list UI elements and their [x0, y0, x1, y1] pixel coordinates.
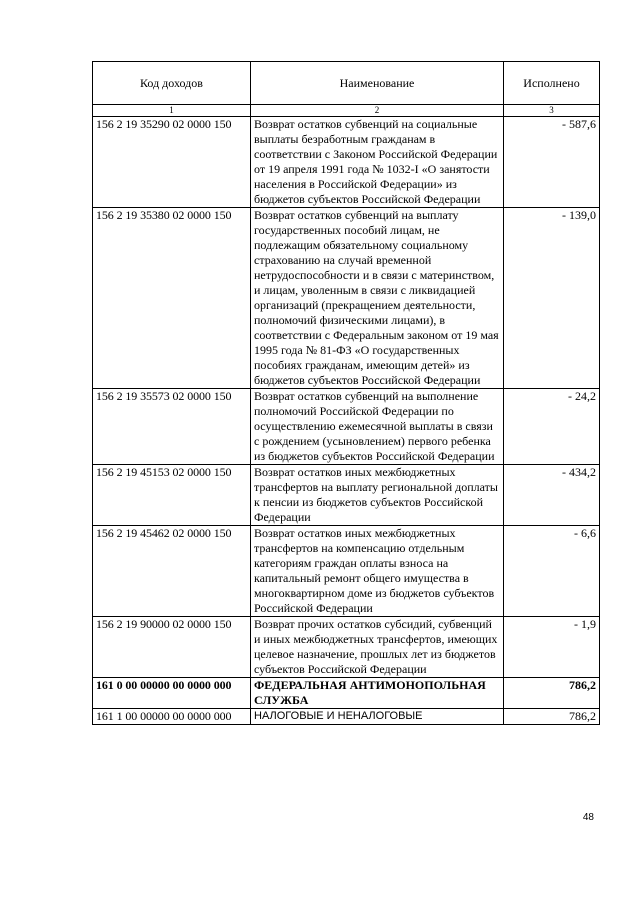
revenue-table	[92, 61, 600, 725]
table-row	[93, 389, 600, 465]
column-number: 3	[504, 105, 600, 117]
revenue-code-cell: 161 1 00 00000 00 0000 000	[93, 709, 251, 725]
table-header-row	[93, 62, 600, 105]
table-row	[93, 617, 600, 678]
revenue-code-cell: 161 0 00 00000 00 0000 000	[93, 678, 251, 709]
table-row-total	[93, 678, 600, 709]
executed-value-cell: 786,2	[504, 709, 600, 725]
table-row	[93, 526, 600, 617]
revenue-name-cell: Возврат остатков иных межбюджетных трансфертов на выплату региональной доплаты к пенсии из бюджетов субъектов Российской Федерации	[251, 465, 504, 526]
revenue-code-cell: 156 2 19 35290 02 0000 150	[93, 117, 251, 208]
revenue-name-cell: Возврат остатков субвенций на выплату государственных пособий лицам, не подлежащим обязательному социальному страхованию на случай временной нетрудоспособности и в связи с материнством, и лицам, уволенным в связи с ликвидацией организаций (прекращением деятельности, полномочий физическими лицами), в соответствии с Федеральным законом от 19 мая 1995 года № 81-ФЗ «О государственных пособиях гражданам, имеющим детей» из бюджетов субъектов Российской Федерации	[251, 208, 504, 389]
table-row	[93, 465, 600, 526]
table-row	[93, 208, 600, 389]
page-number: 48	[582, 812, 594, 823]
revenue-code-cell: 156 2 19 45153 02 0000 150	[93, 465, 251, 526]
executed-value-cell: 786,2	[504, 678, 600, 709]
revenue-name-cell: Возврат остатков субвенций на социальные выплаты безработным гражданам в соответствии с Законом Российской Федерации от 19 апреля 1991 года № 1032-I «О занятости населения в Российской Федерации» из бюджетов субъектов Российской Федерации	[251, 117, 504, 208]
revenue-code-cell: 156 2 19 45462 02 0000 150	[93, 526, 251, 617]
revenue-name-cell: Возврат остатков иных межбюджетных трансфертов на компенсацию отдельным категориям граждан оплаты взноса на капитальный ремонт общего имущества в многоквартирном доме из бюджетов субъектов Российской Федерации	[251, 526, 504, 617]
executed-value-cell: - 587,6	[504, 117, 600, 208]
column-number: 2	[251, 105, 504, 117]
column-number-row	[93, 105, 600, 117]
executed-value-cell: - 6,6	[504, 526, 600, 617]
header-name: Наименование	[251, 62, 504, 105]
executed-value-cell: - 1,9	[504, 617, 600, 678]
executed-value-cell: - 434,2	[504, 465, 600, 526]
column-number: 1	[93, 105, 251, 117]
revenue-code-cell: 156 2 19 35573 02 0000 150	[93, 389, 251, 465]
table-row	[93, 117, 600, 208]
revenue-name-cell: НАЛОГОВЫЕ И НЕНАЛОГОВЫЕ	[251, 709, 504, 725]
revenue-code-cell: 156 2 19 90000 02 0000 150	[93, 617, 251, 678]
executed-value-cell: - 139,0	[504, 208, 600, 389]
revenue-name-cell: ФЕДЕРАЛЬНАЯ АНТИМОНОПОЛЬНАЯ СЛУЖБА	[251, 678, 504, 709]
revenue-code-cell: 156 2 19 35380 02 0000 150	[93, 208, 251, 389]
executed-value-cell: - 24,2	[504, 389, 600, 465]
revenue-name-cell: Возврат остатков субвенций на выполнение полномочий Российской Федерации по осуществлению ежемесячной выплаты в связи с рождением (усыновлением) первого ребенка из бюджетов субъектов Российской Федерации	[251, 389, 504, 465]
header-executed: Исполнено	[504, 62, 600, 105]
table-row	[93, 709, 600, 725]
header-revenue-code: Код доходов	[93, 62, 251, 105]
revenue-name-cell: Возврат прочих остатков субсидий, субвенций и иных межбюджетных трансфертов, имеющих целевое назначение, прошлых лет из бюджетов субъектов Российской Федерации	[251, 617, 504, 678]
